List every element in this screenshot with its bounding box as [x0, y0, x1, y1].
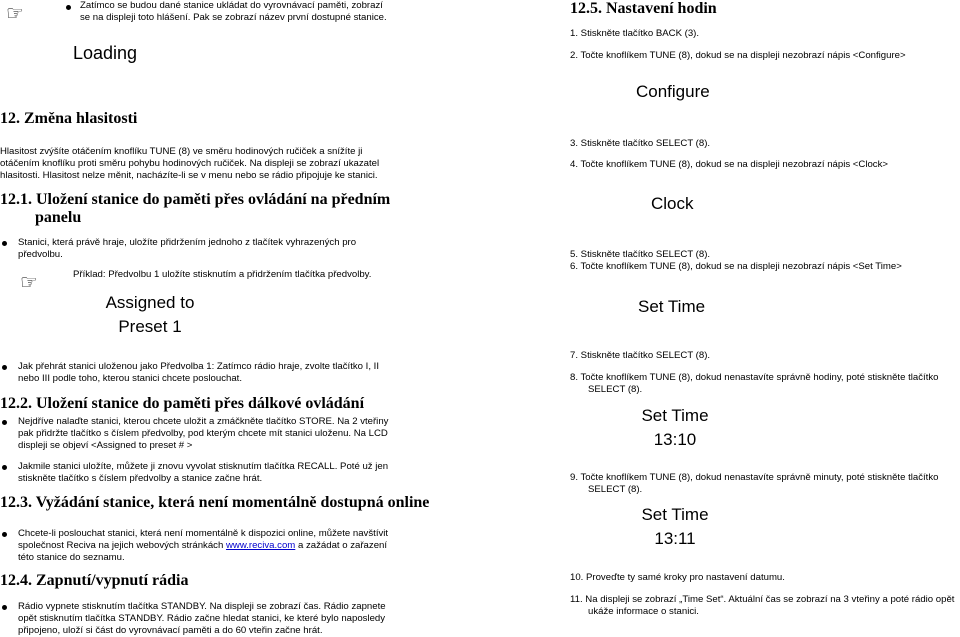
- step-10: 10. Proveďte ty samé kroky pro nastavení datumu.: [570, 572, 785, 583]
- pointing-hand-icon: ☞: [6, 1, 24, 25]
- lcd-time2-display: [630, 503, 720, 551]
- section-12-3-heading: 12.3. Vyžádání stanice, která není momentálně dostupná online: [0, 494, 430, 511]
- step-7: 7. Stiskněte tlačítko SELECT (8).: [570, 350, 711, 361]
- top-note-line-1: Zatímco se budou dané stanice ukládat do vyrovnávací paměti, zobrazí: [80, 0, 383, 11]
- s124-bullet-line-1: Rádio vypnete stisknutím tlačítka STANDBY. Na displeji se zobrazí čas. Rádio zapnete: [18, 601, 386, 612]
- s12-body-line-1: Hlasitost zvýšíte otáčením knoflíku TUNE (8) ve směru hodinových ručiček a snížíte ji: [0, 146, 363, 157]
- step-4: 4. Točte knoflíkem TUNE (8), dokud se na displeji nezobrazí nápis <Clock>: [570, 159, 888, 170]
- lcd-assigned-display: [95, 291, 205, 339]
- recall-bullet-line-2: nebo III podle toho, kterou stanici chcete poslouchat.: [18, 373, 243, 384]
- bullet-icon: [2, 605, 7, 610]
- section-12-1-heading-line-2: panelu: [35, 209, 82, 226]
- bullet-icon: [2, 465, 7, 470]
- step-3: 3. Stiskněte tlačítko SELECT (8).: [570, 138, 711, 149]
- s122-bullet1-line-2: pak přidržte tlačítko s číslem předvolby, pod kterým chcete mít stanici uloženu. Na LCD: [18, 428, 388, 439]
- lcd-settime-display: Set Time: [638, 297, 706, 316]
- s12-body-line-3: hlasitosti. Hlasitost nelze měnit, nacházíte-li se v menu nebo se rádio připojuje ke stanici.: [0, 170, 378, 181]
- s123-text-post: a zažádat o zařazení: [295, 540, 388, 551]
- step-8-line-1: 8. Točte knoflíkem TUNE (8), dokud nenastavíte správně hodiny, poté stiskněte tlačítko: [570, 372, 939, 383]
- s124-bullet-line-2: opět stisknutím tlačítka STANDBY. Rádio začne hledat stanici, ke které bylo naposledy: [18, 613, 386, 624]
- section-12-4-heading: 12.4. Zapnutí/vypnutí rádia: [0, 572, 189, 589]
- step-11-line-1: 11. Na displeji se zobrazí „Time Set“. Aktuální čas se zobrazí na 3 vteřiny a poté rádio opět: [570, 594, 955, 605]
- step-1: 1. Stiskněte tlačítko BACK (3).: [570, 28, 700, 39]
- step-11-line-2: ukáže informace o stanici.: [588, 606, 699, 617]
- bullet-icon: [2, 420, 7, 425]
- lcd-time2-line-1: Set Time: [641, 505, 709, 524]
- reciva-link[interactable]: www.reciva.com: [225, 540, 296, 551]
- top-note-line-2: se na displeji toto hlášení. Pak se zobrazí název první dostupné stanice.: [80, 12, 387, 23]
- bullet-icon: [2, 365, 7, 370]
- lcd-clock-display: Clock: [651, 194, 694, 213]
- step-2: 2. Točte knoflíkem TUNE (8), dokud se na displeji nezobrazí nápis <Configure>: [570, 50, 906, 61]
- section-12-1-heading-line-1: 12.1. Uložení stanice do paměti přes ovládání na předním: [0, 191, 391, 208]
- s122-bullet2-line-1: Jakmile stanici uložíte, můžete ji znovu vyvolat stisknutím tlačítka RECALL. Poté už jen: [18, 461, 389, 472]
- lcd-assigned-line-2: Preset 1: [118, 317, 182, 336]
- section-12-5-heading: 12.5. Nastavení hodin: [570, 0, 717, 17]
- lcd-configure-display: Configure: [636, 82, 710, 101]
- s121-bullet-line-1: Stanici, která právě hraje, uložíte přidržením jednoho z tlačítek vyhrazených pro: [18, 237, 357, 248]
- lcd-assigned-line-1: Assigned to: [105, 293, 195, 312]
- lcd-loading-display: Loading: [73, 43, 138, 63]
- section-12-heading: 12. Změna hlasitosti: [0, 110, 138, 127]
- lcd-time1-display: [630, 404, 720, 452]
- recall-bullet-line-1: Jak přehrát stanici uloženou jako Předvolba 1: Zatímco rádio hraje, zvolte tlačítko I, II: [18, 361, 380, 372]
- lcd-time2-line-2: 13:11: [654, 529, 696, 548]
- step-9-line-1: 9. Točte knoflíkem TUNE (8), dokud nenastavíte správně minuty, poté stiskněte tlačítko: [570, 472, 939, 483]
- s12-body-line-2: otáčením knoflíku proti směru pohybu hodinových ručiček. Na displeji se zobrazí ukazatel: [0, 158, 380, 169]
- s123-bullet-line-1: Chcete-li poslouchat stanici, která není momentálně k dispozici online, můžete navštívit: [18, 528, 389, 539]
- step-6: 6. Točte knoflíkem TUNE (8), dokud se na displeji nezobrazí nápis <Set Time>: [570, 261, 902, 272]
- s123-bullet-line-3: této stanice do seznamu.: [18, 552, 125, 563]
- step-9-line-2: SELECT (8).: [588, 484, 643, 495]
- step-5: 5. Stiskněte tlačítko SELECT (8).: [570, 249, 711, 260]
- s121-bullet-line-2: předvolbu.: [18, 249, 63, 260]
- lcd-time1-line-2: 13:10: [653, 430, 697, 449]
- section-12-2-heading: 12.2. Uložení stanice do paměti přes dálkové ovládání: [0, 395, 365, 412]
- s123-text-pre: společnost Reciva na jejich webových stránkách: [18, 540, 226, 551]
- s121-example: Příklad: Předvolbu 1 uložíte stisknutím a přidržením tlačítka předvolby.: [73, 269, 372, 280]
- bullet-icon: [66, 5, 71, 10]
- bullet-icon: [2, 241, 7, 246]
- s123-bullet-line-2: [18, 540, 387, 552]
- s122-bullet1-line-3: displeji se objeví <Assigned to preset # >: [18, 440, 193, 451]
- s122-bullet1-line-1: Nejdříve nalaďte stanici, kterou chcete uložit a zmáčkněte tlačítko STORE. Na 2 vteřiny: [18, 416, 389, 427]
- lcd-time1-line-1: Set Time: [641, 406, 709, 425]
- pointing-hand-icon: ☞: [20, 270, 38, 294]
- step-8-line-2: SELECT (8).: [588, 384, 643, 395]
- bullet-icon: [2, 532, 7, 537]
- s124-bullet-line-3: připojeno, uloží si část do vyrovnávací paměti a do 60 vteřin začne hrát.: [18, 625, 323, 636]
- s122-bullet2-line-2: stiskněte tlačítko s číslem předvolby a stanice začne hrát.: [18, 473, 263, 484]
